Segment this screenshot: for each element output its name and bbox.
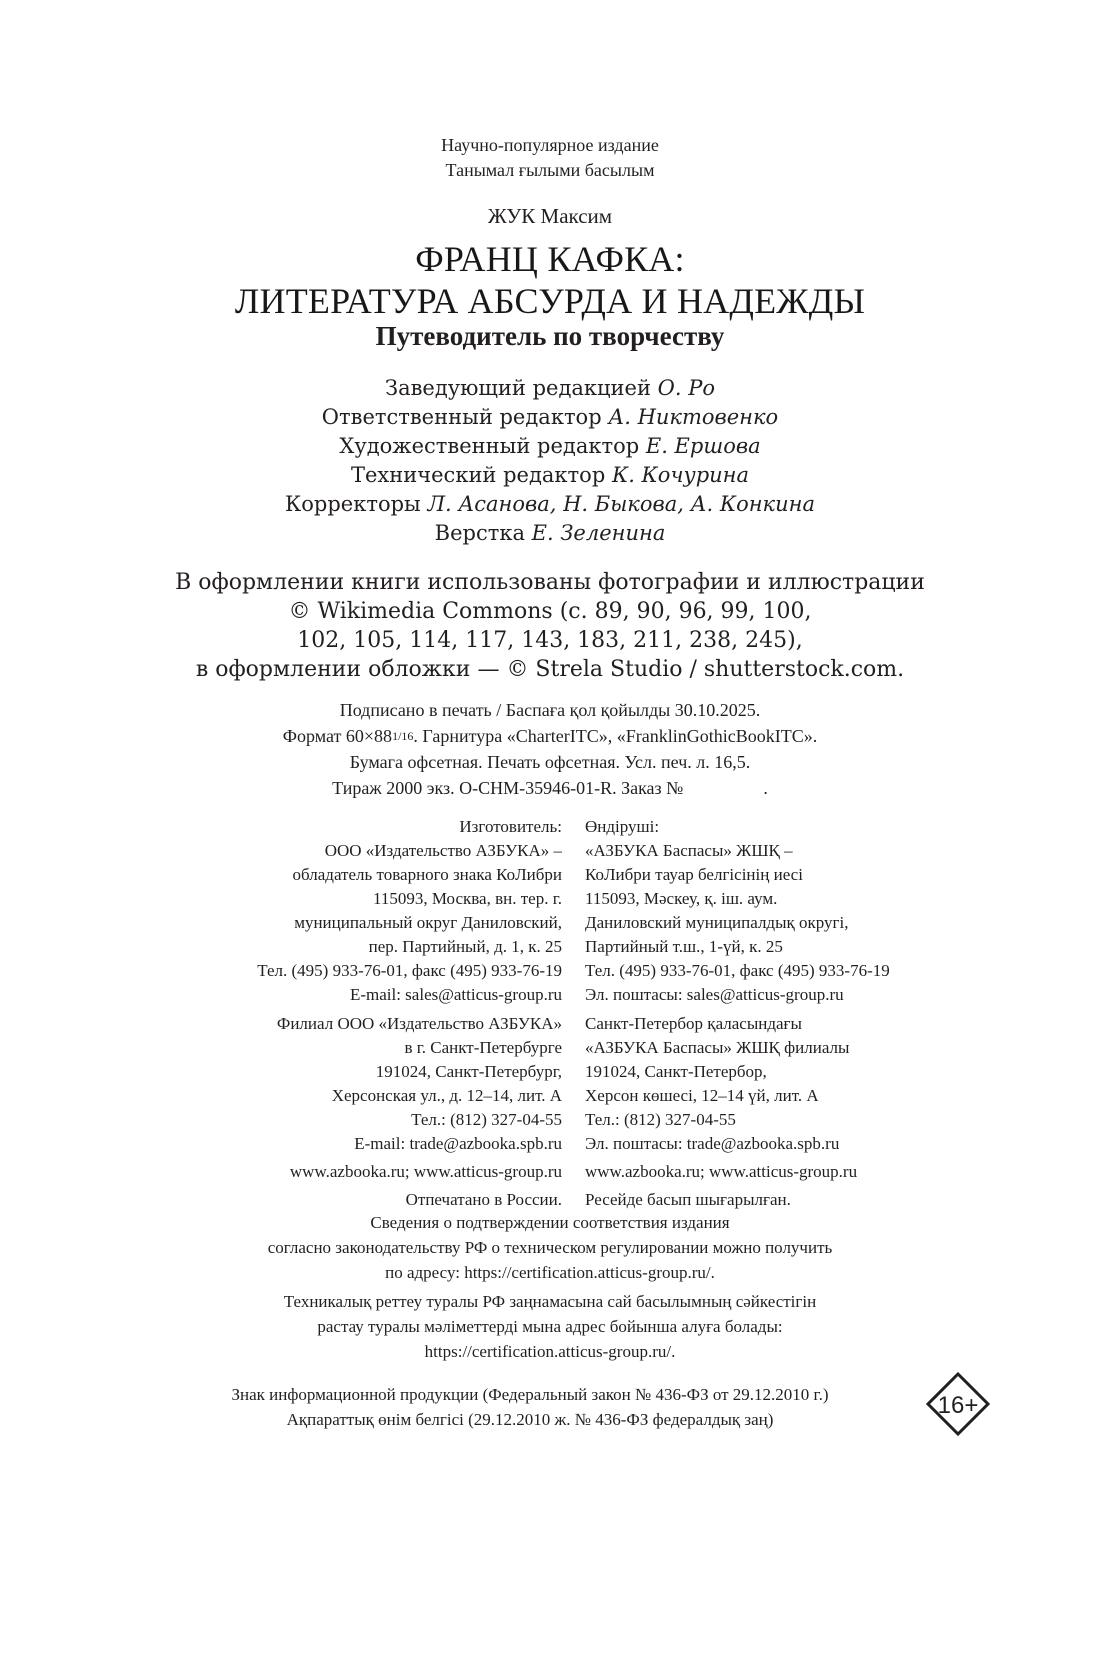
age-rating-badge [926,1372,990,1436]
credit-name: Л. Асанова, Н. Быкова, А. Конкина [427,492,815,516]
credit-name: А. Никтовенко [608,405,779,429]
certification-kz-line: растау туралы мәліметтерді мына адрес бойынша алуға болады: [317,1317,783,1336]
credit-name: О. Ро [657,376,716,400]
credit-role: Корректоры [285,492,421,516]
book-subtitle: Путеводитель по творчеству [375,321,725,351]
credit-name: Е. Ершова [645,434,761,458]
credit-role: Художественный редактор [339,434,640,458]
credit-row [0,461,1100,490]
credit-row [0,519,1100,548]
branch-ru: Филиал ООО «Издательство АЗБУКА» в г. Санкт-Петербурге 191024, Санкт-Петербург, Херсонская ул., д. 12–14, лит. А Тел.: (812) 327-04-55 E-mail: trade@azbooka.spb.ru www.azbooka.ru; www.atticus-group.ru Отпечатано в России. [277,1012,562,1212]
branch-kz: Санкт-Петербор қаласындағы «АЗБУКА Баспасы» ЖШҚ филиалы 191024, Санкт-Петербор, Херсон көшесі, 12–14 үй, лит. А Тел.: (812) 327-04-55 Эл. поштасы: trade@azbooka.spb.ru www.azbooka.ru; www.atticus-group.ru Ресейде басып шығарылған. [585,1012,857,1212]
print-run: Тираж 2000 экз. О-СНМ-35946-01-R. Заказ № . [332,778,768,798]
credit-row [0,403,1100,432]
websites-kz: www.azbooka.ru; www.atticus-group.ru [585,1162,858,1181]
illustrations-line: В оформлении книги использованы фотографии и иллюстрации [175,570,925,595]
printed-in-russia: Отпечатано в России. [405,1190,562,1209]
certification-ru-line: по адресу: https://certification.atticus-group.ru/. [385,1263,715,1282]
illustrations-line: © Wikimedia Commons (с. 89, 90, 96, 99, 100, [288,599,812,624]
manufacturer-kz: Өндіруші: «АЗБУКА Баспасы» ЖШҚ – КоЛибри тауар белгісінің иесі 115093, Мәскеу, қ. іш. аум. Даниловский муниципалдық округі, Партийный т.ш., 1-үй, к. 25 Тел. (495) 933-76-01, факс (495) 933-76-19 Эл. поштасы: sales@atticus-group.ru [585,817,890,1004]
print-signed: Подписано в печать / Баспаға қол қойылды 30.10.2025. [339,700,761,720]
print-format: Формат 60×881/16. Гарнитура «CharterITC», «FranklinGothicBookITC». [282,726,818,746]
svg-text:16+: 16+ [937,1392,979,1419]
info-mark-ru: Знак информационной продукции (Федеральный закон № 436-ФЗ от 29.12.2010 г.) [231,1385,829,1404]
certification-ru-line: согласно законодательству РФ о техническом регулировании можно получить [267,1238,833,1257]
format-fraction: 1/16 [392,729,414,743]
credit-role: Верстка [434,521,525,545]
edition-type-ru: Научно-популярное издание [441,135,659,155]
credit-role: Ответственный редактор [321,405,602,429]
credit-role: Заведующий редакцией [384,376,651,400]
age-rating-diamond-icon [926,1372,990,1436]
credit-row [0,490,1100,519]
edition-type-kz: Танымал ғылыми басылым [445,160,655,180]
credit-name: Е. Зеленина [531,521,666,545]
websites-ru: www.azbooka.ru; www.atticus-group.ru [289,1162,562,1181]
certification-ru-line: Сведения о подтверждении соответствия издания [370,1213,730,1232]
illustrations-line: в оформлении обложки — © Strela Studio / shutterstock.com. [195,657,905,682]
book-title-line-2: ЛИТЕРАТУРА АБСУРДА И НАДЕЖДЫ [234,281,866,321]
credit-row [0,374,1100,403]
print-paper: Бумага офсетная. Печать офсетная. Усл. печ. л. 16,5. [349,752,751,772]
manufacturer-ru: Изготовитель: ООО «Издательство АЗБУКА» – обладатель товарного знака КоЛибри 115093, Москва, вн. тер. г. муниципальный округ Даниловский, пер. Партийный, д. 1, к. 25 Тел. (495) 933-76-01, факс (495) 933-76-19 E-mail: sales@atticus-group.ru [257,817,562,1004]
certification-kz-line: Техникалық реттеу туралы РФ заңнамасына сай басылымның сәйкестігін [283,1292,817,1311]
book-title-line-1: ФРАНЦ КАФКА: [415,239,685,279]
credit-name: К. Кочурина [611,463,750,487]
info-mark-kz: Ақпараттық өнім белгісі (29.12.2010 ж. № 436-ФЗ федералдық заң) [286,1410,774,1429]
credit-role: Технический редактор [350,463,606,487]
printed-in-russia-kz: Ресейде басып шығарылған. [585,1190,791,1209]
credit-row [0,432,1100,461]
illustrations-line: 102, 105, 114, 117, 143, 183, 211, 238, 245), [297,628,803,653]
certification-kz-line: https://certification.atticus-group.ru/. [424,1342,676,1361]
author-name: ЖУК Максим [487,204,613,228]
